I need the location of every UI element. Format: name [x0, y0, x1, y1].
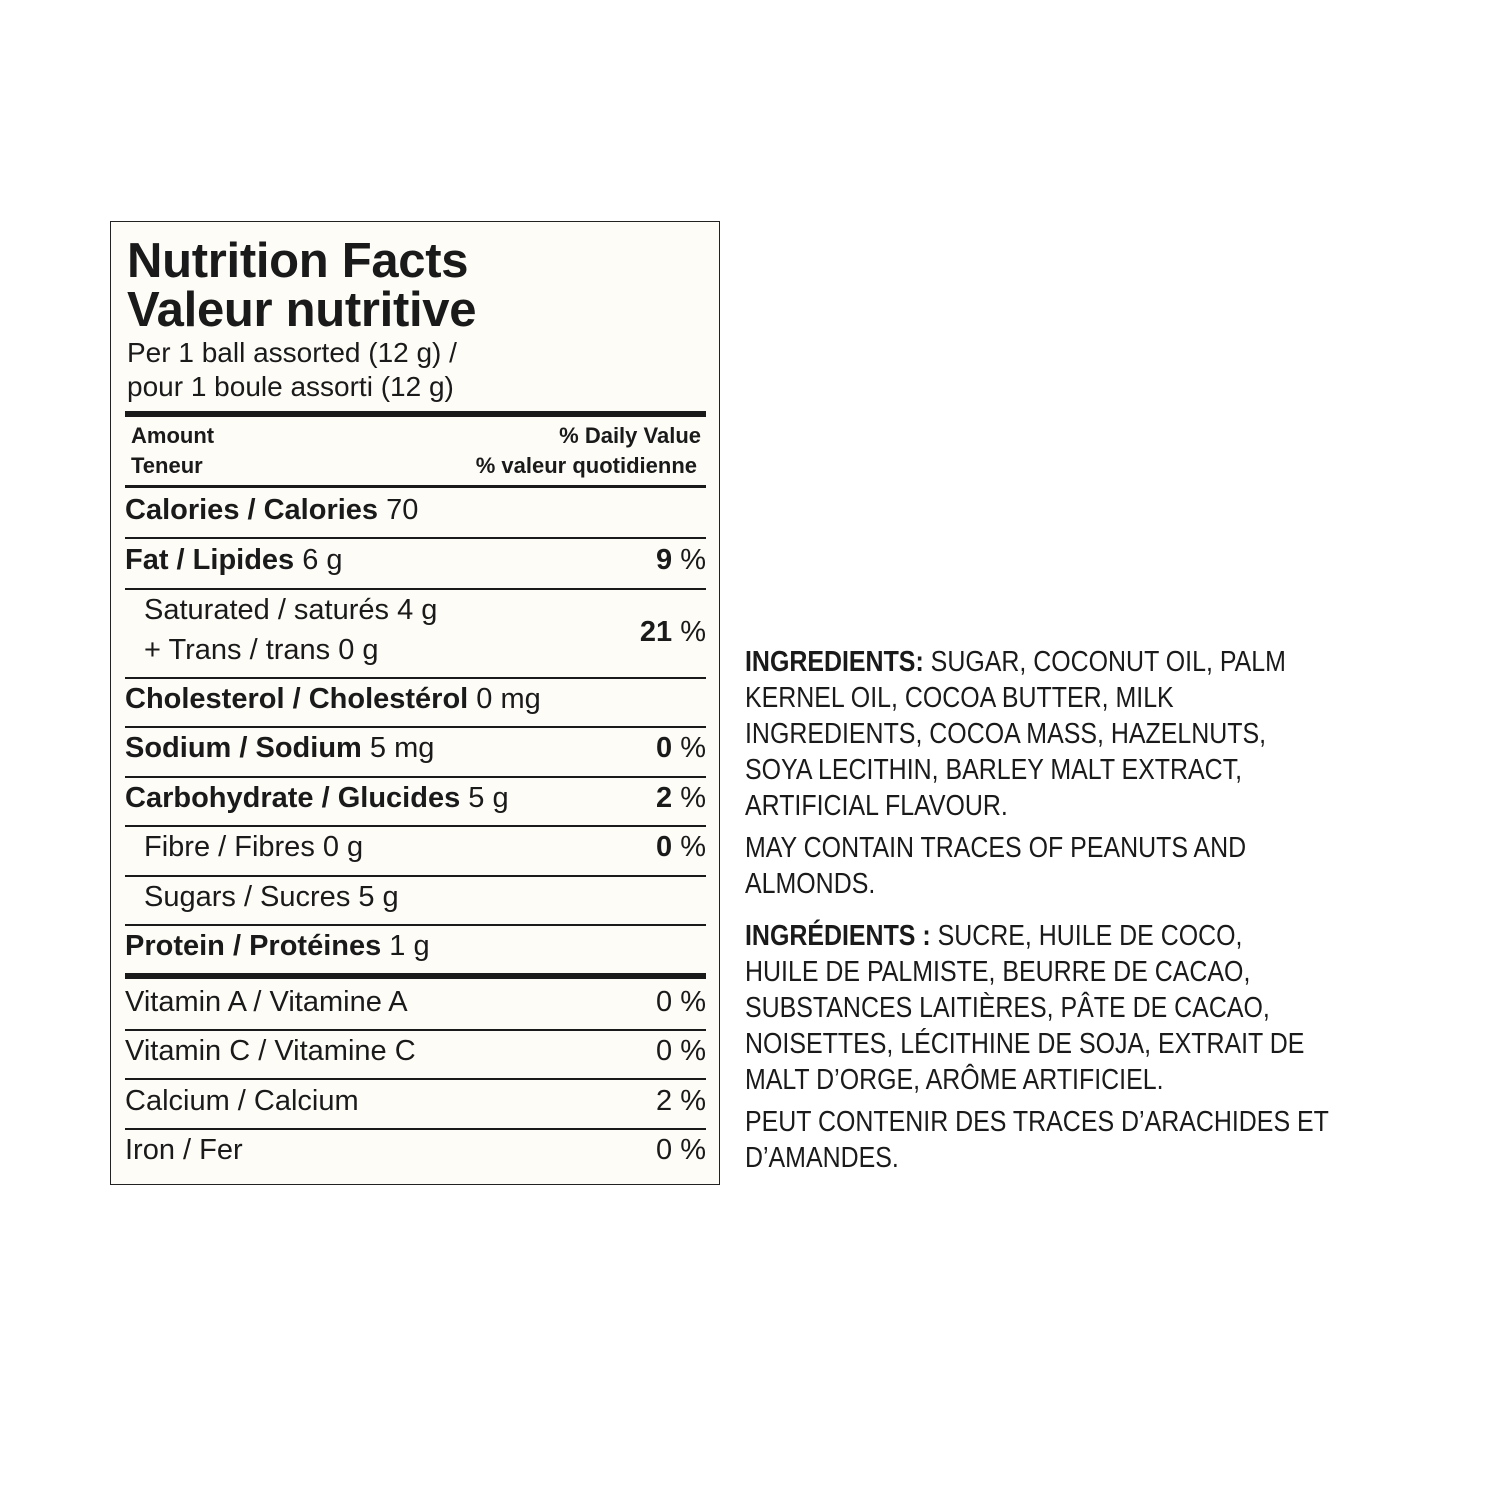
divider: [125, 825, 706, 827]
warning-line: PEUT CONTENIR DES TRACES D’ARACHIDES ET: [745, 1106, 1329, 1138]
divider: [125, 1029, 706, 1031]
sodium-value: 5 mg: [369, 732, 435, 764]
ingredients-line: SUGAR, COCONUT OIL, PALM: [930, 646, 1286, 678]
calories-value: 70: [386, 494, 419, 526]
percent-unit: %: [680, 544, 706, 576]
ingredients-heading-english: INGREDIENTS:: [745, 646, 924, 678]
amount-header-english: Amount: [131, 423, 215, 448]
divider: [125, 924, 706, 926]
ingredients-french: [745, 918, 1445, 1098]
saturated-trans-percent: 21: [639, 616, 673, 648]
protein-value: 1 g: [389, 930, 430, 962]
thick-divider: [125, 973, 706, 979]
fat-percent: 9: [656, 544, 673, 576]
divider: [125, 1078, 706, 1080]
allergen-warning-french: [745, 1104, 1445, 1176]
vitamin-a-label: Vitamin A / Vitamine A: [125, 986, 408, 1018]
cholesterol-label: Cholesterol / Cholestérol: [125, 683, 469, 715]
vitamin-c-percent: 0 %: [656, 1035, 706, 1067]
trans-label: + Trans / trans 0 g: [144, 634, 379, 666]
vitamin-c-label: Vitamin C / Vitamine C: [125, 1035, 416, 1067]
carbohydrate-label: Carbohydrate / Glucides: [125, 782, 461, 814]
ingredients-line: MALT D’ORGE, ARÔME ARTIFICIEL.: [745, 1064, 1164, 1096]
daily-value-header-french: % valeur quotidienne: [475, 453, 697, 478]
amount-header-french: Teneur: [131, 453, 203, 478]
ingredients-line: KERNEL OIL, COCOA BUTTER, MILK: [745, 682, 1174, 714]
title-french: Valeur nutritive: [127, 283, 477, 337]
sodium-percent: 0: [656, 732, 673, 764]
serving-size-french: pour 1 boule assorti (12 g): [127, 371, 454, 402]
divider: [125, 776, 706, 778]
protein-label: Protein / Protéines: [125, 930, 382, 962]
warning-line: MAY CONTAIN TRACES OF PEANUTS AND: [745, 832, 1247, 864]
divider: [125, 677, 706, 679]
calories-label: Calories / Calories: [125, 494, 379, 526]
ingredients-line: SUCRE, HUILE DE COCO,: [937, 920, 1243, 952]
carbohydrate-percent: 2: [656, 782, 673, 814]
ingredients-line: SOYA LECITHIN, BARLEY MALT EXTRACT,: [745, 754, 1243, 786]
iron-label: Iron / Fer: [125, 1134, 243, 1166]
iron-percent: 0 %: [656, 1134, 706, 1166]
ingredients-block: [745, 644, 1445, 1176]
vitamin-a-percent: 0 %: [656, 986, 706, 1018]
ingredients-line: SUBSTANCES LAITIÈRES, PÂTE DE CACAO,: [745, 992, 1270, 1024]
warning-line: D’AMANDES.: [745, 1142, 899, 1174]
sodium-label: Sodium / Sodium: [125, 732, 362, 764]
cholesterol-value: 0 mg: [476, 683, 541, 715]
carbohydrate-value: 5 g: [468, 782, 509, 814]
warning-line: ALMONDS.: [745, 868, 876, 900]
ingredients-english: [745, 644, 1445, 824]
ingredients-line: INGREDIENTS, COCOA MASS, HAZELNUTS,: [745, 718, 1267, 750]
divider: [125, 485, 706, 488]
calcium-percent: 2 %: [656, 1085, 706, 1117]
percent-unit: %: [680, 782, 706, 814]
ingredients-line: ARTIFICIAL FLAVOUR.: [745, 790, 1008, 822]
serving-size-english: Per 1 ball assorted (12 g) /: [127, 337, 457, 368]
ingredients-line: HUILE DE PALMISTE, BEURRE DE CACAO,: [745, 956, 1251, 988]
allergen-warning-english: [745, 830, 1445, 902]
thick-divider: [125, 411, 706, 417]
percent-unit: %: [680, 616, 706, 648]
daily-value-header-english: % Daily Value: [559, 423, 701, 448]
fibre-percent: 0: [656, 831, 673, 863]
divider: [125, 588, 706, 590]
fat-value: 6 g: [302, 544, 343, 576]
divider: [125, 1128, 706, 1130]
calcium-label: Calcium / Calcium: [125, 1085, 359, 1117]
ingredients-line: NOISETTES, LÉCITHINE DE SOJA, EXTRAIT DE: [745, 1028, 1305, 1060]
percent-unit: %: [680, 831, 706, 863]
title-english: Nutrition Facts: [127, 234, 469, 288]
fibre-label: Fibre / Fibres 0 g: [144, 831, 364, 863]
ingredients-heading-french: INGRÉDIENTS :: [745, 920, 931, 952]
sugars-label: Sugars / Sucres 5 g: [144, 881, 399, 913]
fat-label: Fat / Lipides: [125, 544, 295, 576]
divider: [125, 726, 706, 728]
saturated-label: Saturated / saturés 4 g: [144, 594, 438, 626]
nutrition-facts-table: [110, 221, 720, 1185]
divider: [125, 537, 706, 539]
divider: [125, 875, 706, 877]
percent-unit: %: [680, 732, 706, 764]
